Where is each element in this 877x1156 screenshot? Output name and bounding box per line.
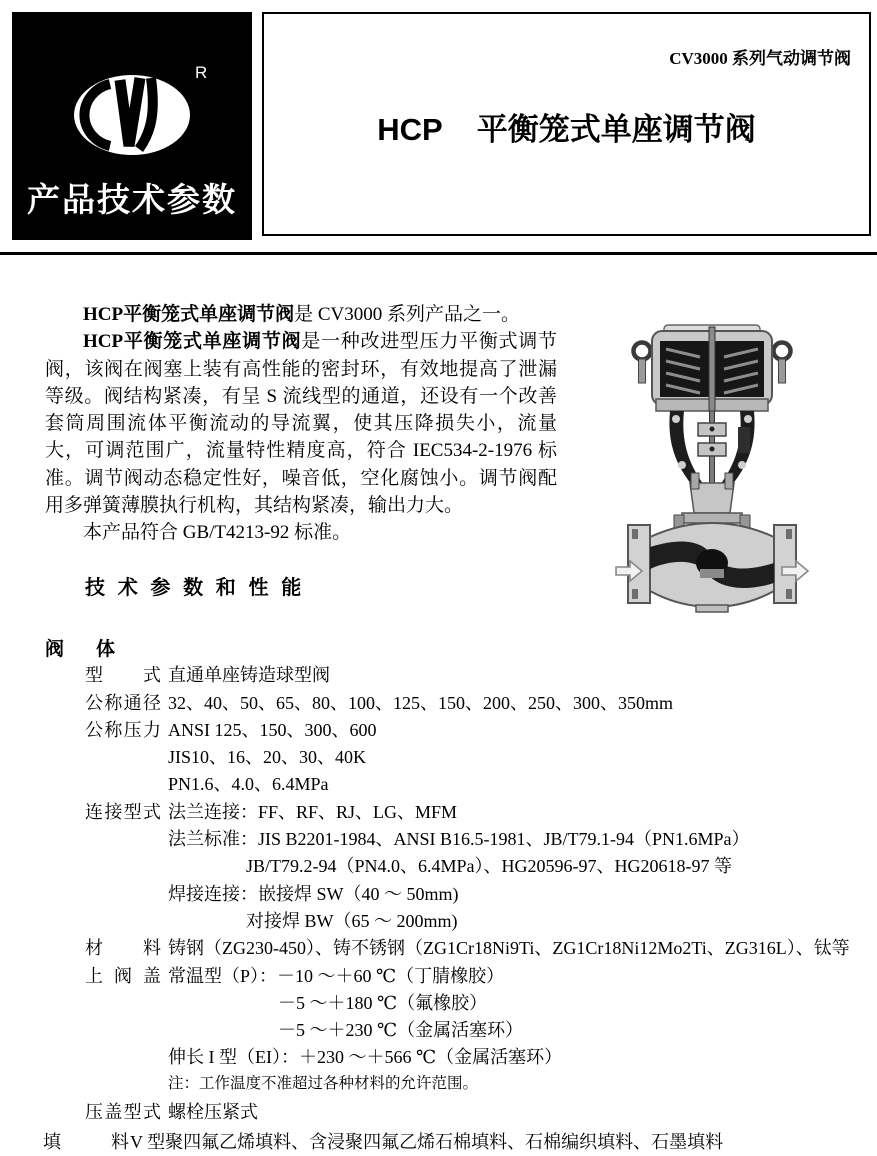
spec-label: 填料 (43, 1132, 129, 1153)
series-title: CV3000 系列气动调节阀 (669, 49, 851, 68)
title-box (262, 12, 871, 236)
spec-value: 对接焊 BW（65 ～ 200mm) (246, 910, 458, 931)
spec-row (0, 852, 877, 879)
spec-row (0, 934, 877, 961)
brand-logo-icon (12, 12, 252, 182)
spec-label: 压盖型式 (85, 1102, 161, 1123)
spec-value: 螺栓压紧式 (168, 1102, 258, 1123)
spec-row (0, 798, 877, 825)
spec-row (0, 689, 877, 716)
spec-value: ANSI 125、150、300、600 (168, 719, 377, 740)
spec-row (0, 770, 877, 797)
horizontal-rule (0, 252, 877, 255)
spec-row (0, 1098, 877, 1125)
spec-rows (0, 634, 877, 1156)
intro-paragraph-1-text: 是 CV3000 系列产品之一。 (294, 304, 521, 325)
spec-label: 公称通径 (85, 692, 161, 713)
section-title: 技术参数和性能 (85, 577, 314, 599)
intro-text (45, 301, 557, 547)
spec-value: 伸长 I 型（EI）：＋230 ～＋566 ℃（金属活塞环） (168, 1047, 563, 1068)
spec-section-header (0, 634, 877, 661)
spec-row (0, 880, 877, 907)
spec-value: 法兰标准：JIS B2201-1984、ANSI B16.5-1981、JB/T79.1-94（PN1.6MPa） (168, 829, 750, 850)
spec-row (0, 825, 877, 852)
spec-label: 材料 (85, 938, 161, 959)
spec-value: 注：工作温度不准超过各种材料的允许范围。 (168, 1074, 479, 1092)
logo-caption: 产品技术参数 (27, 181, 237, 218)
spec-row (0, 743, 877, 770)
spec-value: V 型聚四氟乙烯填料、含浸聚四氟乙烯石棉填料、石棉编织填料、石墨填料 (130, 1132, 724, 1153)
spec-row (0, 1071, 877, 1098)
spec-row (0, 1043, 877, 1070)
spec-label: 阀体 (45, 639, 115, 660)
model-name: 平衡笼式单座调节阀 (476, 112, 756, 147)
spec-row (0, 989, 877, 1016)
spec-value: JIS10、16、20、30、40K (168, 747, 367, 768)
intro-paragraph-1 (45, 301, 557, 328)
intro-paragraph-2-text: 是一种改进型压力平衡式调节阀，该阀在阀塞上装有高性能的密封环，有效地提高了泄漏等级。阀结构紧凑，有呈 S 流线型的通道，还设有一个改善套筒周围流体平衡流动的导流翼，使其压降损失小，流量大，可调范围广，流量特性精度高，符合 IEC534-2-1976 标准。调节阀动态稳定性好，噪音低，空化腐蚀小。调节阀配用多弹簧薄膜执行机构，其结构紧凑，输出力大。 (45, 331, 557, 517)
intro-paragraph-3: 本产品符合 GB/T4213-92 标准。 (83, 522, 352, 544)
valve-body (628, 523, 796, 612)
spec-value: 焊接连接：嵌接焊 SW（40 ～ 50mm) (168, 883, 459, 904)
spec-row (0, 1016, 877, 1043)
eye-bolt-right (774, 343, 791, 384)
valve-cross-section-image (612, 315, 812, 615)
spec-value: 铸钢（ZG230-450）、铸不锈钢（ZG1Cr18Ni9Ti、ZG1Cr18Ni12Mo2Ti、ZG316L）、钛等 (168, 938, 850, 959)
spec-label: 公称压力 (85, 719, 161, 740)
spec-value: 常温型（P）：－10 ～＋60 ℃（丁腈橡胶） (168, 965, 505, 986)
actuator (652, 325, 772, 411)
spec-label: 型式 (85, 665, 161, 686)
spec-value: 32、40、50、65、80、100、125、150、200、250、300、350mm (168, 692, 674, 713)
model-code: HCP (377, 112, 443, 147)
registered-mark: R (195, 63, 208, 82)
spec-row (0, 716, 877, 743)
page-title (264, 104, 869, 149)
spec-label: 上阀盖 (85, 965, 161, 986)
spec-value: －5 ～＋230 ℃（金属活塞环） (278, 1020, 524, 1041)
product-name-bold: HCP平衡笼式单座调节阀 (83, 304, 295, 325)
spec-value: 直通单座铸造球型阀 (168, 665, 330, 686)
product-name-bold: HCP平衡笼式单座调节阀 (83, 331, 302, 353)
spec-value: PN1.6、4.0、6.4MPa (168, 774, 329, 795)
spec-value: JB/T79.2-94（PN4.0、6.4MPa）、HG20596-97、HG20618-97 等 (246, 856, 732, 877)
brand-logo-box (12, 12, 252, 240)
spec-row (0, 907, 877, 934)
intro-paragraph-2 (45, 328, 557, 519)
spec-label: 连接型式 (85, 801, 161, 822)
spec-row (0, 962, 877, 989)
spec-value: 法兰连接：FF、RF、RJ、LG、MFM (168, 801, 458, 822)
eye-bolt-left (634, 343, 651, 384)
spec-value: －5 ～＋180 ℃（氟橡胶） (278, 992, 488, 1013)
spec-row (0, 661, 877, 688)
